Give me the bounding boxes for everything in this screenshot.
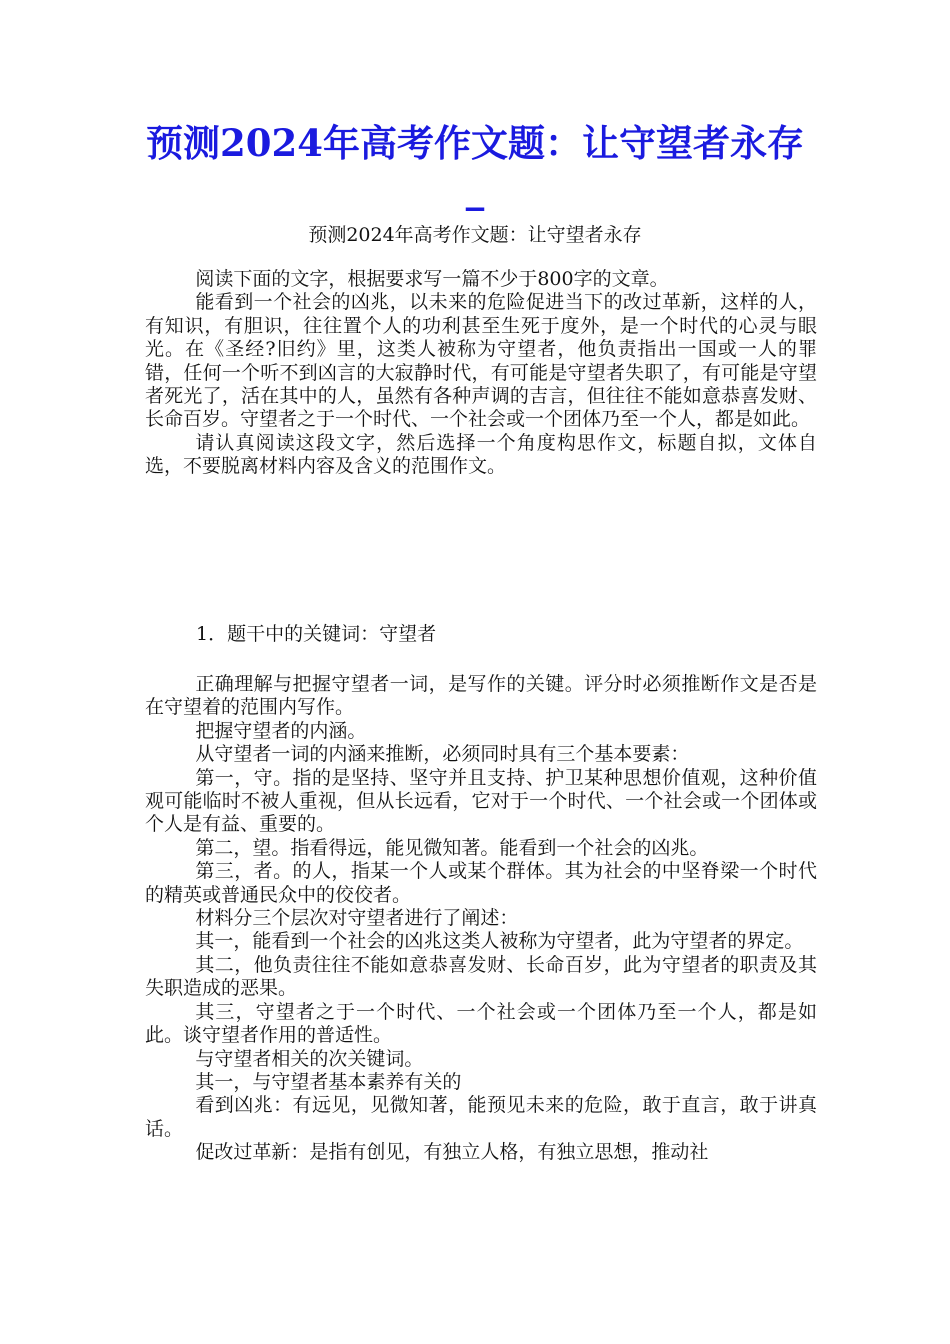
intro-paragraph-requirement: 请认真阅读这段文字，然后选择一个角度构思作文，标题自拟，文体自选，不要脱离材料内容及含义的范围作文。 bbox=[145, 431, 817, 478]
analysis-paragraph: 从守望者一词的内涵来推断，必须同时具有三个基本要素： bbox=[195, 743, 690, 766]
analysis-paragraph: 看到凶兆：有远见，见微知著，能预见未来的危险，敢于直言，敢于讲真话。 bbox=[145, 1094, 817, 1140]
analysis-paragraph: 促改过革新：是指有创见，有独立人格，有独立思想，推动社 bbox=[195, 1141, 709, 1164]
document-title: 预测2024年高考作文题：让守望者永存_ bbox=[146, 121, 804, 211]
analysis-paragraph: 第二，望。指看得远，能见微知著。能看到一个社会的凶兆。 bbox=[195, 836, 709, 859]
section-heading: 1．题干中的关键词：守望者 bbox=[196, 623, 437, 645]
analysis-paragraph: 材料分三个层次对守望者进行了阐述： bbox=[195, 907, 519, 930]
analysis-text-block bbox=[145, 673, 817, 1165]
analysis-paragraph: 其一，能看到一个社会的凶兆这类人被称为守望者，此为守望者的界定。 bbox=[195, 930, 804, 953]
analysis-paragraph: 其二，他负责往往不能如意恭喜发财、长命百岁，此为守望者的职责及其失职造成的恶果。 bbox=[145, 953, 817, 1000]
analysis-paragraph: 其三，守望者之于一个时代、一个社会或一个团体乃至一个人，都是如此。谈守望者作用的普适性。 bbox=[145, 1000, 817, 1047]
intro-paragraph-material: 能看到一个社会的凶兆，以未来的危险促进当下的改过革新，这样的人，有知识，有胆识，往往置个人的功利甚至生死于度外，是一个时代的心灵与眼光。在《圣经?旧约》里，这类人被称为守望者，他负责指出一国或一人的罪错，任何一个听不到凶言的大寂静时代，有可能是守望者失职了，有可能是守望者死光了，活在其中的人，虽然有各种声调的吉言，但往往不能如意恭喜发财、长命百岁。守望者之于一个时代、一个社会或一个团体乃至一个人，都是如此。 bbox=[145, 291, 817, 431]
analysis-paragraph: 第三，者。的人，指某一个人或某个群体。其为社会的中坚脊梁一个时代的精英或普通民众中的佼佼者。 bbox=[145, 860, 817, 906]
analysis-paragraph: 其一，与守望者基本素养有关的 bbox=[195, 1070, 462, 1093]
intro-text-block bbox=[145, 268, 817, 479]
analysis-paragraph: 第一，守。指的是坚持、坚守并且支持、护卫某种思想价值观，这种价值观可能临时不被人重视，但从长远看，它对于一个时代、一个社会或一个团体或个人是有益、重要的。 bbox=[145, 766, 817, 836]
document-subtitle: 预测2024年高考作文题：让守望者永存 bbox=[308, 224, 642, 246]
analysis-paragraph: 把握守望者的内涵。 bbox=[195, 719, 367, 742]
analysis-paragraph: 正确理解与把握守望者一词，是写作的关键。评分时必须推断作文是否是在守望着的范围内写作。 bbox=[145, 673, 817, 719]
intro-paragraph-prompt: 阅读下面的文字，根据要求写一篇不少于800字的文章。 bbox=[195, 268, 669, 290]
analysis-paragraph: 与守望者相关的次关键词。 bbox=[195, 1047, 424, 1070]
